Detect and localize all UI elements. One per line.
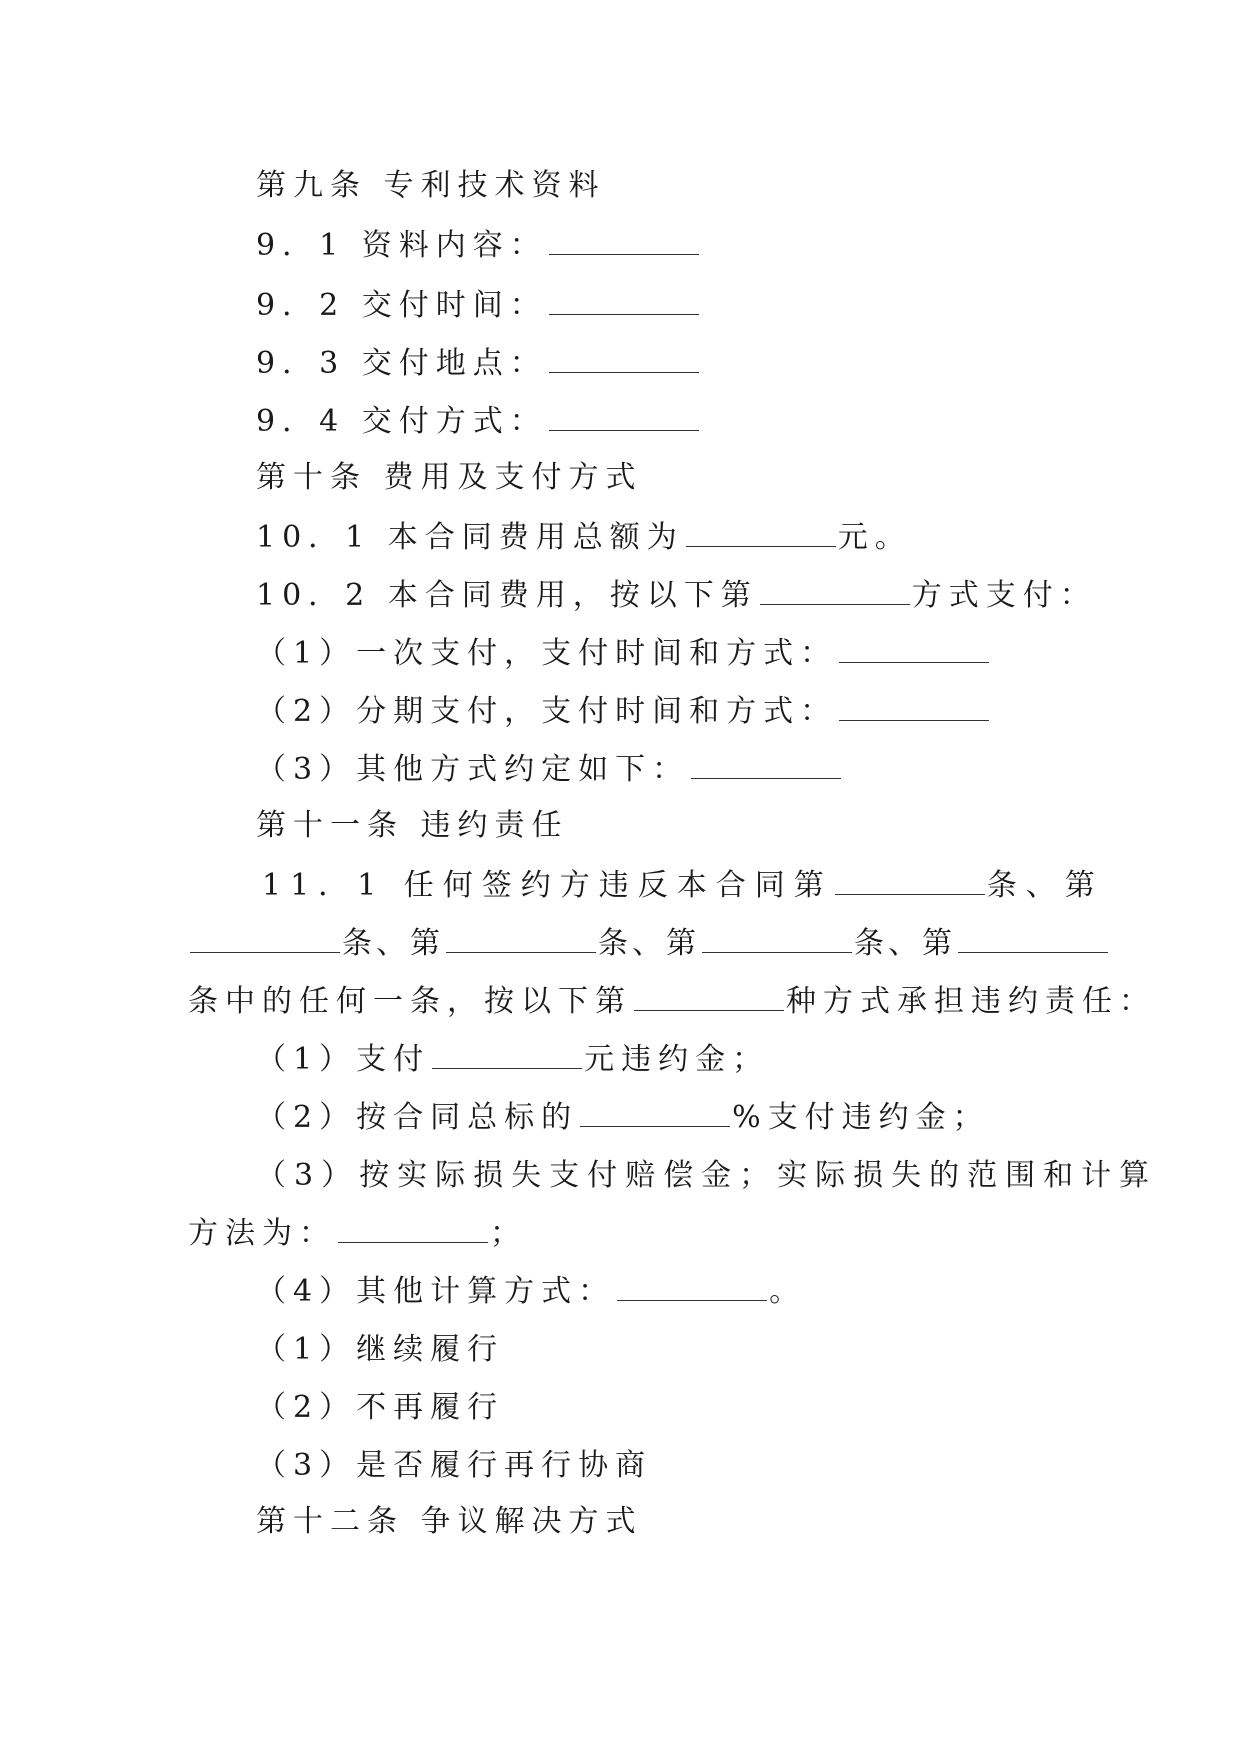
article-11-remedy-1-text: （1）继续履行 xyxy=(256,1332,505,1367)
article-11-remedy-2-text: （2）不再履行 xyxy=(256,1390,505,1425)
article-9-2 xyxy=(256,286,701,326)
article-11-title xyxy=(256,806,569,846)
article-10-option-1 xyxy=(256,634,991,674)
article-11-1-label: 11．1 任何签约方违反本合同第 xyxy=(262,868,833,903)
article-11-1-connector: 条、第 xyxy=(342,926,444,961)
article-10-2-suffix: 方式支付： xyxy=(911,578,1097,613)
article-10-option-3 xyxy=(256,750,843,790)
article-11-option-3-suffix: ； xyxy=(490,1216,527,1251)
article-10-option-3-label: （3）其他方式约定如下： xyxy=(256,752,690,787)
article-11-option-4-suffix: 。 xyxy=(769,1274,807,1309)
blank-field[interactable] xyxy=(958,924,1108,953)
article-9-1-label: 9．1 资料内容： xyxy=(256,228,547,263)
blank-field[interactable] xyxy=(549,344,699,373)
article-11-1-line-3 xyxy=(188,982,1156,1022)
blank-field[interactable] xyxy=(549,402,699,431)
article-11-1-connector: 条、第 xyxy=(598,926,700,961)
article-11-option-4 xyxy=(256,1272,806,1312)
blank-field[interactable] xyxy=(691,750,841,779)
article-9-2-label: 9．2 交付时间： xyxy=(256,288,547,323)
article-10-1 xyxy=(256,518,912,558)
article-10-2 xyxy=(256,576,1097,616)
article-10-title-text: 第十条 费用及支付方式 xyxy=(256,460,643,495)
article-11-option-2 xyxy=(256,1098,990,1138)
article-9-title-text: 第九条 专利技术资料 xyxy=(256,168,606,203)
article-11-option-1-label: （1）支付 xyxy=(256,1042,431,1077)
article-11-remedy-1 xyxy=(256,1330,504,1370)
article-9-4-label: 9．4 交付方式： xyxy=(256,404,547,439)
article-11-option-1 xyxy=(256,1040,769,1080)
article-11-option-3 xyxy=(256,1156,1157,1196)
article-11-option-1-suffix: 元违约金； xyxy=(584,1042,770,1077)
article-10-option-2 xyxy=(256,692,991,732)
article-11-1-line-2 xyxy=(188,924,1110,964)
article-9-3 xyxy=(256,344,701,384)
article-12-title xyxy=(256,1502,643,1542)
article-11-option-3-label: （3）按实际损失支付赔偿金；实际损失的范围和计算 xyxy=(256,1158,1158,1193)
blank-field[interactable] xyxy=(580,1098,730,1127)
blank-field[interactable] xyxy=(686,518,836,547)
article-10-option-2-label: （2）分期支付，支付时间和方式： xyxy=(256,694,838,729)
article-11-title-text: 第十一条 违约责任 xyxy=(256,808,569,843)
article-11-1-connector: 条、第 xyxy=(854,926,956,961)
article-11-option-3-label-cont: 方法为： xyxy=(188,1216,336,1251)
article-9-title xyxy=(256,166,606,206)
article-9-1 xyxy=(256,226,701,266)
article-10-title xyxy=(256,458,643,498)
article-10-1-suffix: 元。 xyxy=(837,520,912,555)
article-11-option-4-label: （4）其他计算方式： xyxy=(256,1274,616,1309)
article-10-option-1-label: （1）一次支付，支付时间和方式： xyxy=(256,636,838,671)
blank-field[interactable] xyxy=(839,634,989,663)
article-12-title-text: 第十二条 争议解决方式 xyxy=(256,1504,643,1539)
article-11-remedy-3-text: （3）是否履行再行协商 xyxy=(256,1448,653,1483)
blank-field[interactable] xyxy=(760,576,910,605)
article-11-option-3-cont xyxy=(188,1214,527,1254)
article-10-1-label: 10．1 本合同费用总额为 xyxy=(256,520,684,555)
article-9-3-label: 9．3 交付地点： xyxy=(256,346,547,381)
blank-field[interactable] xyxy=(702,924,852,953)
blank-field[interactable] xyxy=(835,866,985,895)
blank-field[interactable] xyxy=(190,924,340,953)
article-11-1-text-end: 种方式承担违约责任： xyxy=(786,984,1156,1019)
blank-field[interactable] xyxy=(549,286,699,315)
blank-field[interactable] xyxy=(549,226,699,255)
blank-field[interactable] xyxy=(617,1272,767,1301)
article-11-1-connector: 条、第 xyxy=(986,868,1104,903)
blank-field[interactable] xyxy=(338,1214,488,1243)
article-11-option-2-suffix: %支付违约金； xyxy=(732,1100,990,1135)
article-11-remedy-3 xyxy=(256,1446,652,1486)
article-11-option-2-label: （2）按合同总标的 xyxy=(256,1100,579,1135)
article-11-1-line-1 xyxy=(262,866,1104,906)
blank-field[interactable] xyxy=(432,1040,582,1069)
blank-field[interactable] xyxy=(634,982,784,1011)
article-11-1-text: 条中的任何一条，按以下第 xyxy=(188,984,632,1019)
article-10-2-label: 10．2 本合同费用，按以下第 xyxy=(256,578,758,613)
article-11-remedy-2 xyxy=(256,1388,504,1428)
blank-field[interactable] xyxy=(446,924,596,953)
blank-field[interactable] xyxy=(839,692,989,721)
article-9-4 xyxy=(256,402,701,442)
